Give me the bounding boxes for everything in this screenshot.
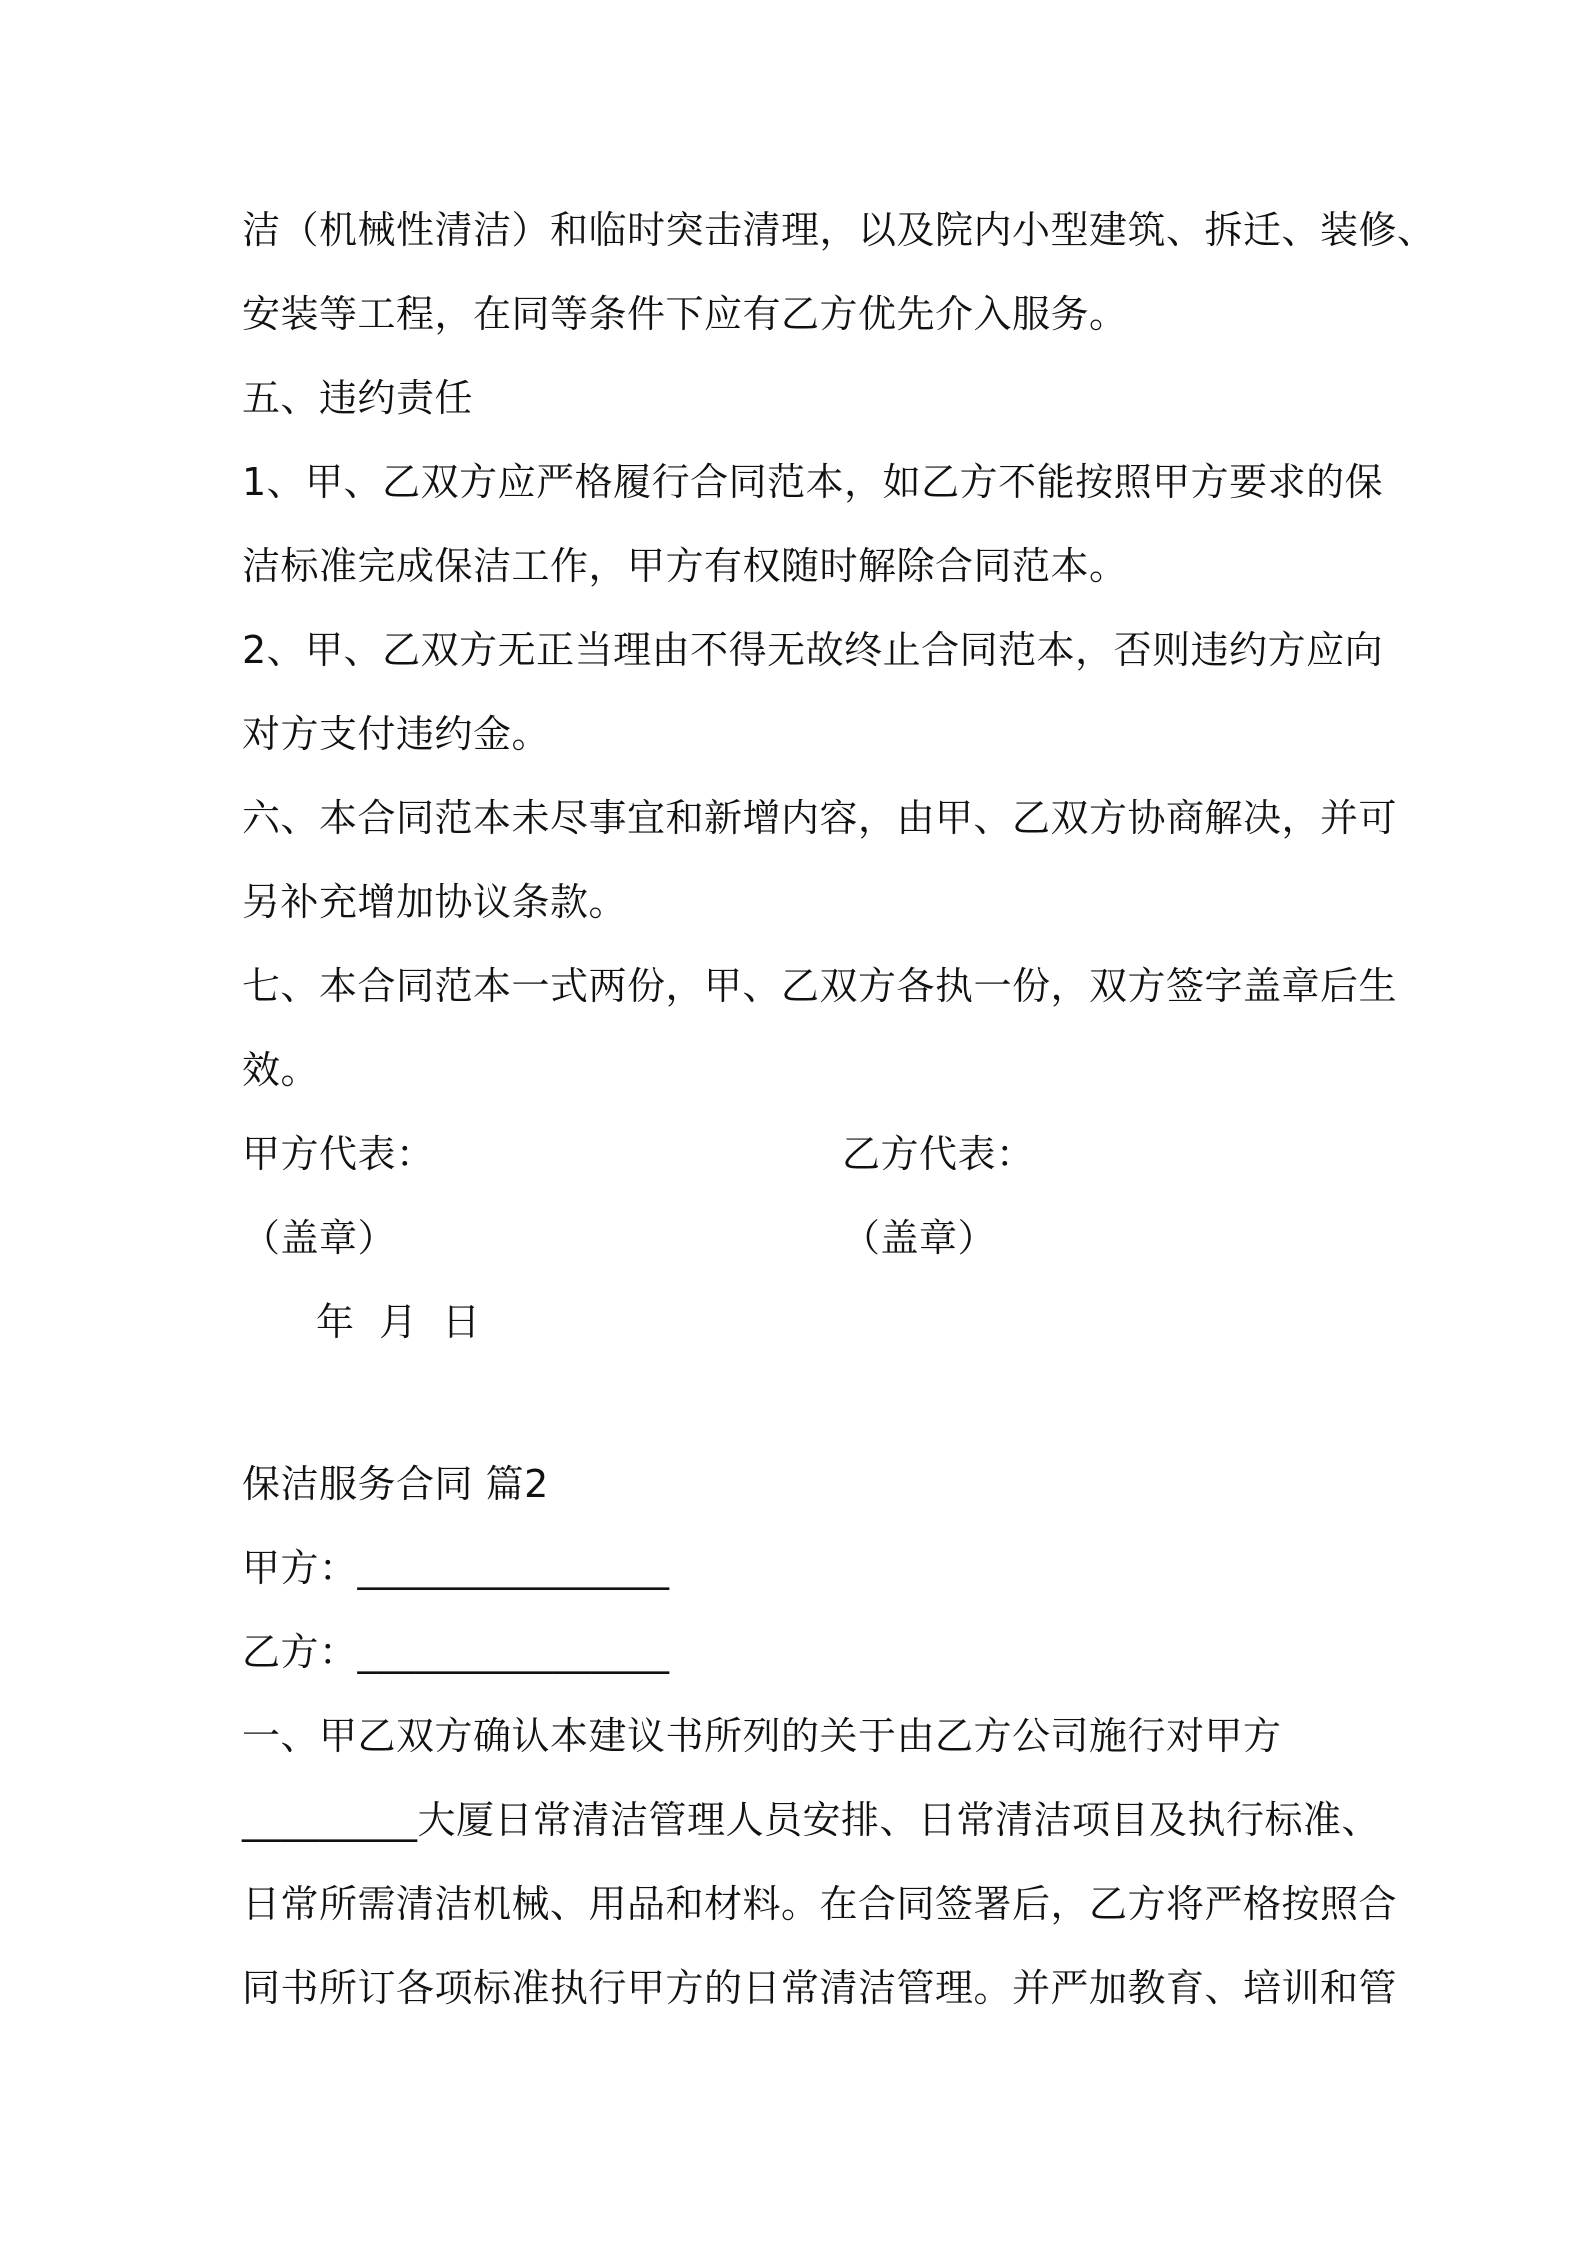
section2-line-1: 一、甲乙双方确认本建议书所列的关于由乙方公司施行对甲方 <box>242 1714 1282 1758</box>
party-a-representative: 甲方代表： <box>242 1132 435 1176</box>
section2-party-b: 乙方：________________ <box>242 1630 670 1674</box>
party-b-representative: 乙方代表： <box>842 1132 1035 1176</box>
body-line-10: 七、本合同范本一式两份，甲、乙双方各执一份，双方签字盖章后生 <box>242 964 1398 1008</box>
body-line-5: 洁标准完成保洁工作，甲方有权随时解除合同范本。 <box>242 544 1128 588</box>
body-line-8: 六、本合同范本未尽事宜和新增内容，由甲、乙双方协商解决，并可 <box>242 796 1398 840</box>
body-line-11: 效。 <box>242 1048 320 1092</box>
signing-date: 年 月 日 <box>316 1300 481 1344</box>
body-line-2: 安装等工程，在同等条件下应有乙方优先介入服务。 <box>242 292 1128 336</box>
body-line-1: 洁（机械性清洁）和临时突击清理，以及院内小型建筑、拆迁、装修、 <box>242 208 1436 252</box>
section2-line-4: 同书所订各项标准执行甲方的日常清洁管理。并严加教育、培训和管 <box>242 1966 1398 2010</box>
party-b-seal: （盖章） <box>842 1216 997 1260</box>
party-a-seal: （盖章） <box>242 1216 397 1260</box>
body-line-9: 另补充增加协议条款。 <box>242 880 628 924</box>
section2-line-2: _________大厦日常清洁管理人员安排、日常清洁项目及执行标准、 <box>242 1798 1381 1842</box>
body-line-6: 2、甲、乙双方无正当理由不得无故终止合同范本，否则违约方应向 <box>242 628 1384 672</box>
section-heading-breach: 五、违约责任 <box>242 376 474 420</box>
section2-party-a: 甲方：________________ <box>242 1546 670 1590</box>
section2-title: 保洁服务合同 篇2 <box>242 1462 549 1506</box>
section2-line-3: 日常所需清洁机械、用品和材料。在合同签署后，乙方将严格按照合 <box>242 1882 1398 1926</box>
body-line-4: 1、甲、乙双方应严格履行合同范本，如乙方不能按照甲方要求的保 <box>242 460 1384 504</box>
body-line-7: 对方支付违约金。 <box>242 712 551 756</box>
